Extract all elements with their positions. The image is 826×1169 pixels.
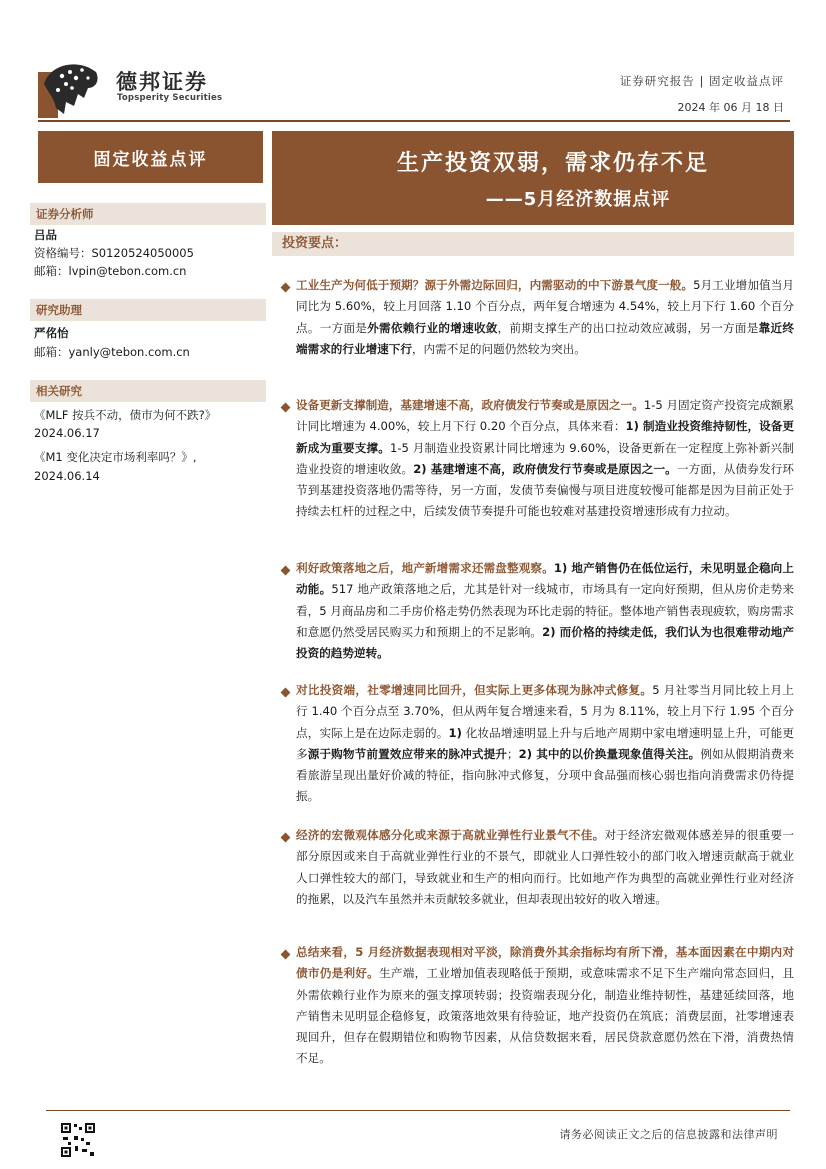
bullet-icon (281, 688, 291, 698)
paragraph-lead: 经济的宏微观体感分化或来源于高就业弹性行业景气不佳。 (296, 828, 605, 842)
analyst-name: 吕品 (34, 228, 57, 242)
key-point-paragraph (296, 680, 794, 808)
body-text: 1-5 月固定资产投资完成额累计同比增速为 4.00%，较上月下行 0.20 个百分点，具体来看： (296, 398, 794, 434)
assistant-name: 严佲怡 (34, 326, 69, 340)
key-point-paragraph (296, 825, 794, 910)
body-text: 例如从假期消费来看旅游呈现出量好价减的特征，指向脉冲式修复，分项中食品强而核心弱也指向消费需求仍待提振。 (296, 746, 794, 804)
related-item-title[interactable]: 《MLF 按兵不动，债市为何不跌?》 (34, 408, 217, 422)
related-heading: 相关研究 (30, 380, 266, 402)
key-point-paragraph (296, 395, 794, 523)
bullet-icon (281, 566, 291, 576)
key-point-paragraph (296, 558, 794, 664)
key-points-heading: 投资要点： (272, 232, 794, 256)
emphasis-text: 2) 基建增速不高，政府债发行节奏或是原因之一。 (413, 461, 677, 476)
related-item-date: 2024.06.17 (34, 426, 100, 440)
bullet-icon (281, 833, 291, 843)
bullet-icon (281, 283, 291, 293)
emphasis-text: 1) (448, 725, 462, 740)
body-text: ； (507, 746, 519, 761)
paragraph-lead: 工业生产为何低于预期？源于外需边际回归，内需驱动的中下游景气度一般。 (296, 278, 694, 292)
assistant-heading: 研究助理 (30, 299, 266, 321)
page-title: 生产投资双弱，需求仍存不足 (396, 150, 709, 176)
related-item-title[interactable]: 《M1 变化决定市场利率吗？》, (34, 450, 197, 464)
paragraph-lead: 利好政策落地之后，地产新增需求还需盘整观察。 (296, 561, 554, 575)
body-text: 化妆品增速明显上升与后地产周期中家电增速明显上升，可能更多 (296, 725, 794, 761)
title-banner (272, 131, 794, 225)
body-text: 对于经济宏微观体感差异的很重要一部分原因或来自于高就业弹性行业的不景气，即就业人口弹性较小的部门收入增速贡献高于就业人口弹性较大的部门，导致就业和生产的相向而行。比如地产作为典型的高就业弹性行业对经济的拖累，以及汽车虽然并未贡献较多就业，但却表现出较好的收入增速。 (296, 828, 794, 906)
emphasis-text: 1) 地产销售仍在低位运行，未见明显企稳向上动能。 (296, 561, 794, 597)
report-date: 2024 年 06 月 18 日 (677, 101, 784, 114)
brand-name: 德邦证券 (116, 70, 208, 94)
page-subtitle: ——5月经济数据点评 (485, 188, 671, 210)
paragraph-lead: 对比投资端，社零增速同比回升，但实际上更多体现为脉冲式修复。 (296, 683, 653, 697)
paragraph-lead: 设备更新支撑制造，基建增速不高，政府债发行节奏或是原因之一。 (296, 398, 644, 412)
emphasis-text: 靠近终端需求的行业增速下行 (296, 320, 794, 356)
body-text: 生产端，工业增加值表现略低于预期，或意味需求不足下生产端向常态回归，且外需依赖行业作为原来的强支撑项转弱；投资端表现分化，制造业维持韧性，基建延续回落，地产销售未见明显企稳修复，政策落地效果有待验证，地产投资仍在筑底；消费层面，社零增速表现回升，但存在假期错位和购物节因素，从信贷数据来看，居民贷款意愿仍然在下滑，消费热情不足。 (296, 966, 794, 1066)
qr-code-icon (60, 1122, 96, 1158)
emphasis-text: 2) 其中的以价换量现象值得关注。 (518, 746, 701, 761)
category-label: 固定收益点评 (93, 149, 208, 170)
emphasis-text: 1) 制造业投资维持韧性，设备更新成为重要支撑。 (296, 419, 795, 455)
bullet-icon (281, 950, 291, 960)
legal-disclaimer: 请务必阅读正文之后的信息披露和法律声明 (559, 1128, 778, 1141)
key-point-paragraph (296, 275, 794, 360)
analyst-heading: 证券分析师 (30, 203, 266, 225)
assistant-email[interactable]: 邮箱：yanly@tebon.com.cn (34, 345, 190, 359)
key-point-paragraph (296, 942, 794, 1070)
body-text: 517 地产政策落地之后，尤其是针对一线城市，市场具有一定向好预期，但从房价走势来看，5 月商品房和二手房价格走势仍然表现为环比走弱的特征。整体地产销售表现疲软，购房需求和意愿仍然受居民购买力和预期上的不足影响。 (296, 582, 795, 639)
report-type: 证券研究报告 | 固定收益点评 (619, 74, 784, 88)
body-text: 一方面，从债券发行环节到基建投资落地仍需等待，另一方面，发债节奏偏慢与项目进度较慢可能都是因为目前正处于持续去杠杆的过程之中，后续发债节奏提升可能也较难对基建投资增速形成有力拉动。 (296, 461, 794, 519)
footer-divider (46, 1110, 790, 1111)
body-text: 1-5 月制造业投资累计同比增速为 9.60%，设备更新在一定程度上弥补新兴制造业投资的增速收敛。 (296, 440, 794, 476)
body-text: 5 月社零当月同比较上月上行 1.40 个百分点至 3.70%，但从两年复合增速来看，5 月为 8.11%，较上月下行 1.95 个百分点，实际上是在边际走弱的。 (296, 683, 794, 740)
emphasis-text: 源于购物节前置效应带来的脉冲式提升 (307, 746, 508, 761)
header-divider (38, 120, 790, 122)
body-text: ，内需不足的问题仍然较为突出。 (411, 341, 586, 356)
leopard-logo-icon (38, 58, 100, 118)
paragraph-lead: 总结来看，5 月经济数据表现相对平淡，除消费外其余指标均有所下滑，基本面因素在中期内对债市仍是利好。 (296, 945, 794, 981)
emphasis-text: 外需依赖行业的增速收敛 (367, 320, 498, 335)
related-item-date: 2024.06.14 (34, 469, 100, 483)
category-banner (38, 131, 263, 183)
body-text: 5月工业增加值当月同比为 5.60%，较上月回落 1.10 个百分点，两年复合增速为 4.54%，较上月下行 1.60 个百分点。一方面是 (296, 278, 794, 335)
analyst-cert: 资格编号：S0120524050005 (34, 246, 194, 260)
analyst-email[interactable]: 邮箱：lvpin@tebon.com.cn (34, 264, 187, 278)
emphasis-text: 2) 而价格的持续走低，我们认为也很难带动地产投资的趋势逆转。 (296, 624, 794, 661)
body-text: ，前期支撑生产的出口拉动效应减弱，另一方面是 (497, 320, 759, 335)
bullet-icon (281, 403, 291, 413)
brand-name-en: Topsperity Securities (117, 93, 223, 103)
